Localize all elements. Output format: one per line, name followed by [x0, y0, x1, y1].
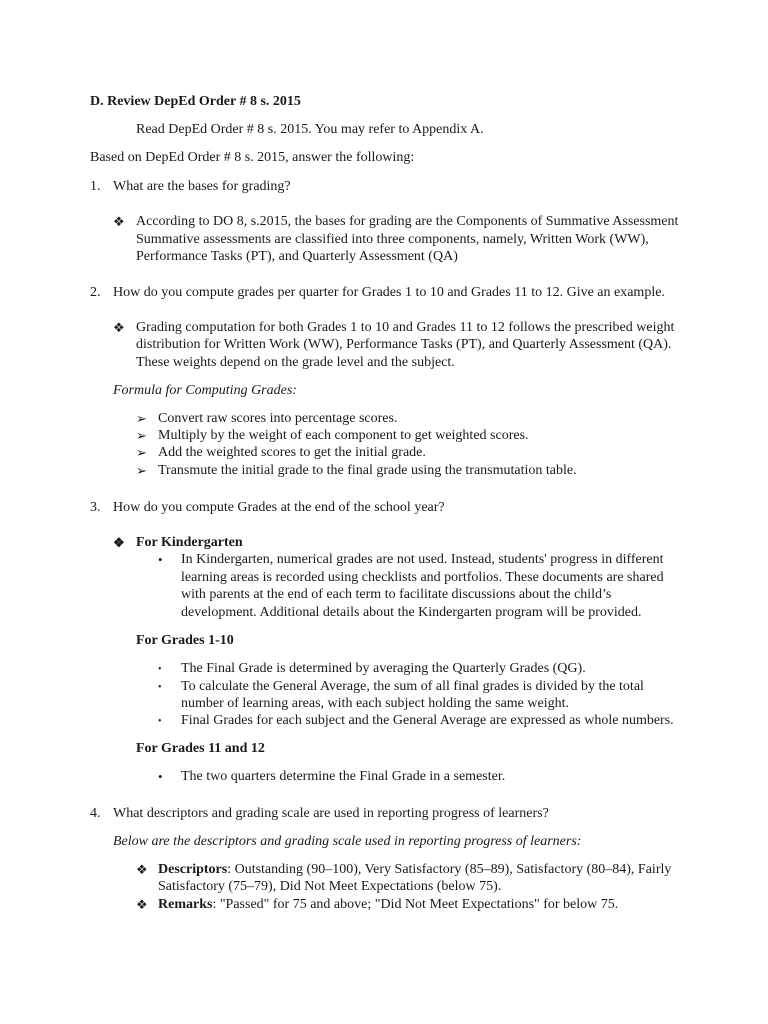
grades-1-10-item: Final Grades for each subject and the General Average are expressed as whole numbers.: [181, 713, 674, 728]
question-number: 3.: [90, 500, 101, 515]
remarks-line: [158, 896, 618, 914]
arrow-bullet-icon: ➢: [136, 428, 147, 443]
formula-step: Convert raw scores into percentage scores.: [158, 411, 398, 426]
kindergarten-line: development. Additional details about the Kindergarten program will be provided.: [181, 605, 642, 620]
kindergarten-line: In Kindergarten, numerical grades are not used. Instead, students' progress in different: [181, 552, 664, 567]
q4-intro: Below are the descriptors and grading scale used in reporting progress of learners:: [113, 834, 582, 849]
grades-1-10-item: The Final Grade is determined by averaging the Quarterly Grades (QG).: [181, 661, 586, 676]
answer-1-line: Performance Tasks (PT), and Quarterly Assessment (QA): [136, 249, 458, 264]
question-3: How do you compute Grades at the end of the school year?: [113, 500, 445, 515]
formula-title: Formula for Computing Grades:: [113, 383, 297, 398]
question-number: 4.: [90, 806, 101, 821]
bullet-icon: •: [158, 682, 162, 693]
kindergarten-title: For Kindergarten: [136, 535, 243, 550]
diamond-bullet-icon: ❖: [136, 897, 148, 912]
bullet-icon: •: [158, 664, 162, 675]
formula-step: Multiply by the weight of each component to get weighted scores.: [158, 428, 529, 443]
arrow-bullet-icon: ➢: [136, 411, 147, 426]
read-instruction: Read DepEd Order # 8 s. 2015. You may refer to Appendix A.: [136, 122, 484, 137]
answer-1-line: According to DO 8, s.2015, the bases for grading are the Components of Summative Assessment: [136, 214, 679, 229]
answer-2-line: These weights depend on the grade level and the subject.: [136, 355, 455, 370]
diamond-bullet-icon: ❖: [113, 320, 125, 335]
question-number: 1.: [90, 179, 101, 194]
grades-1-10-title: For Grades 1-10: [136, 633, 234, 648]
question-number: 2.: [90, 285, 101, 300]
bullet-icon: •: [158, 552, 163, 567]
diamond-bullet-icon: ❖: [136, 862, 148, 877]
section-heading: D. Review DepEd Order # 8 s. 2015: [90, 94, 301, 109]
diamond-bullet-icon: ❖: [113, 535, 125, 550]
kindergarten-line: learning areas is recorded using checklists and portfolios. These documents are shared: [181, 570, 664, 585]
grades-11-12-item: The two quarters determine the Final Grade in a semester.: [181, 769, 506, 784]
descriptors-line: [158, 861, 671, 879]
grades-1-10-item: number of learning areas, with each subject holding the same weight.: [181, 696, 569, 711]
question-2: How do you compute grades per quarter for Grades 1 to 10 and Grades 11 to 12. Give an example.: [113, 285, 665, 300]
arrow-bullet-icon: ➢: [136, 445, 147, 460]
question-4: What descriptors and grading scale are used in reporting progress of learners?: [113, 806, 549, 821]
bullet-icon: •: [158, 716, 162, 727]
descriptors-line: Satisfactory (75–79), Did Not Meet Expectations (below 75).: [158, 879, 502, 894]
remarks-text: : "Passed" for 75 and above; "Did Not Meet Expectations" for below 75.: [212, 897, 619, 912]
grades-1-10-item: To calculate the General Average, the sum of all final grades is divided by the total: [181, 679, 644, 694]
diamond-bullet-icon: ❖: [113, 214, 125, 229]
formula-step: Add the weighted scores to get the initial grade.: [158, 445, 426, 460]
answer-2-line: Grading computation for both Grades 1 to 10 and Grades 11 to 12 follows the prescribed weight: [136, 320, 675, 335]
descriptors-text: : Outstanding (90–100), Very Satisfactory (85–89), Satisfactory (80–84), Fairly: [227, 862, 672, 877]
grades-11-12-title: For Grades 11 and 12: [136, 741, 265, 756]
answer-1-line: Summative assessments are classified into three components, namely, Written Work (WW),: [136, 232, 649, 247]
question-1: What are the bases for grading?: [113, 179, 291, 194]
answer-2-line: distribution for Written Work (WW), Performance Tasks (PT), and Quarterly Assessment (QA).: [136, 337, 672, 352]
formula-step: Transmute the initial grade to the final grade using the transmutation table.: [158, 463, 577, 478]
arrow-bullet-icon: ➢: [136, 463, 147, 478]
kindergarten-line: with parents at the end of each term to facilitate discussions about the child’s: [181, 587, 612, 602]
descriptors-label: Descriptors: [158, 862, 228, 877]
bullet-icon: •: [158, 769, 163, 784]
intro-text: Based on DepEd Order # 8 s. 2015, answer the following:: [90, 150, 415, 165]
remarks-label: Remarks: [158, 897, 213, 912]
